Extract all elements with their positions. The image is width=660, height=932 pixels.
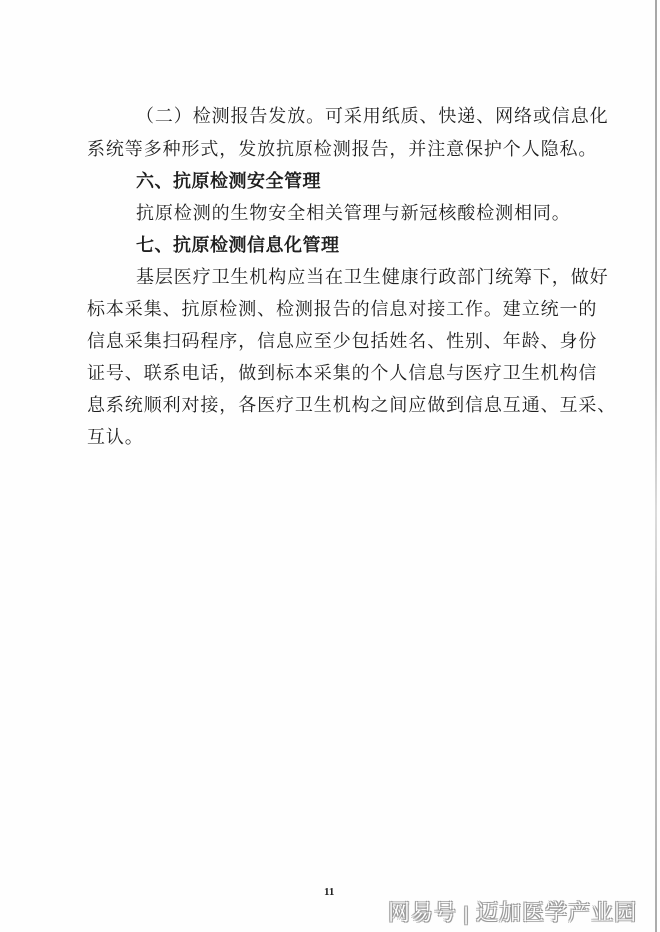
paragraph-informatization-line-5: 息系统顺利对接，各医疗卫生机构之间应做到信息互通、互采、 — [87, 395, 617, 416]
section-heading-antigen-safety: 六、抗原检测安全管理 — [136, 171, 321, 192]
watermark-account: 迈加医学产业园 — [476, 901, 638, 926]
watermark-separator: | — [463, 904, 471, 925]
scan-edge-divider — [655, 0, 657, 932]
paragraph-informatization-line-3: 信息采集扫码程序，信息应至少包括姓名、性别、年龄、身份 — [87, 331, 598, 352]
watermark-platform: 网易号 — [388, 901, 458, 926]
paragraph-informatization-line-6: 互认。 — [87, 427, 144, 448]
paragraph-antigen-safety: 抗原检测的生物安全相关管理与新冠核酸检测相同。 — [136, 203, 571, 224]
watermark — [388, 896, 637, 927]
paragraph-report-issuance-line-2: 系统等多种形式，发放抗原检测报告，并注意保护个人隐私。 — [87, 139, 598, 160]
section-heading-antigen-informatization: 七、抗原检测信息化管理 — [136, 235, 340, 256]
paragraph-informatization-line-4: 证号、联系电话，做到标本采集的个人信息与医疗卫生机构信 — [87, 363, 598, 384]
page-number: 11 — [324, 886, 335, 898]
paragraph-informatization-line-1: 基层医疗卫生机构应当在卫生健康行政部门统筹下，做好 — [136, 267, 609, 288]
paragraph-report-issuance-line-1: （二）检测报告发放。可采用纸质、快递、网络或信息化 — [136, 106, 609, 127]
paragraph-informatization-line-2: 标本采集、抗原检测、检测报告的信息对接工作。建立统一的 — [87, 299, 598, 320]
